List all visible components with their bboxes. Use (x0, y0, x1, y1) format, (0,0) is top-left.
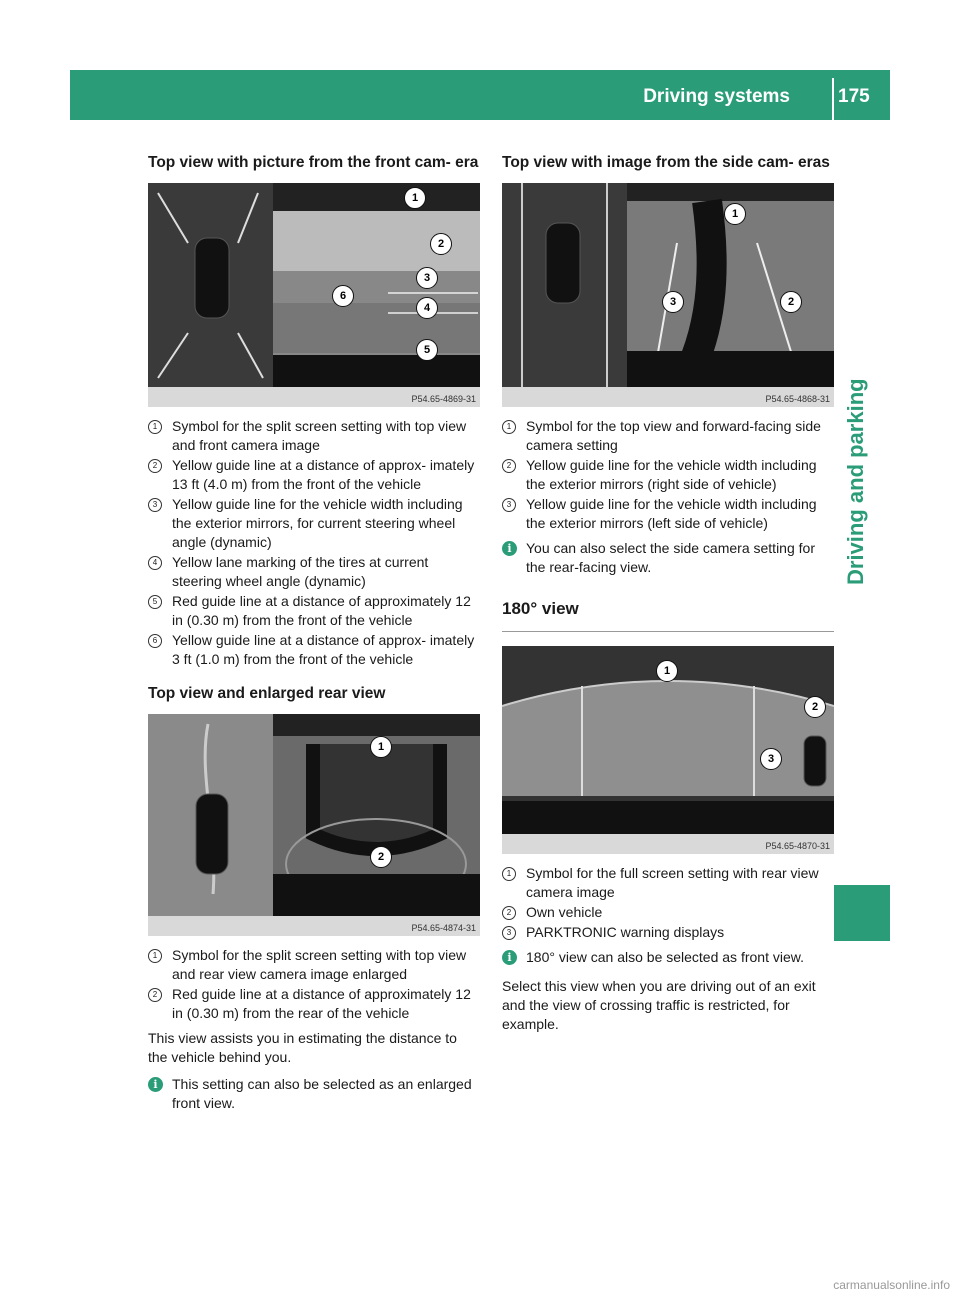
callout-2: 2 (804, 696, 826, 718)
side-tab-label: Driving and parking (843, 378, 868, 585)
callout-2: 2 (370, 846, 392, 868)
info-icon: i (148, 1077, 163, 1092)
info-icon: i (502, 541, 517, 556)
rear-view-illustration (148, 714, 480, 936)
front-camera-illustration (148, 183, 480, 407)
callout-5: 5 (416, 339, 438, 361)
info-note: i You can also select the side camera setting for the rear-facing view. (502, 539, 834, 577)
list-item: 3 PARKTRONIC warning displays (502, 923, 834, 942)
figure-code: P54.65-4870-31 (765, 841, 830, 851)
side-camera-legend (502, 417, 834, 533)
view-180-figure (502, 646, 834, 854)
callout-1: 1 (656, 660, 678, 682)
info-icon: i (502, 950, 517, 965)
section-title-180-view: 180° view (502, 599, 579, 618)
list-item: 4 Yellow lane marking of the tires at current steering wheel angle (dynamic) (148, 553, 480, 591)
right-column (502, 152, 834, 1042)
watermark: carmanualsonline.info (833, 1278, 950, 1292)
section-divider (502, 631, 834, 632)
header-divider (832, 78, 834, 120)
callout-4: 4 (416, 297, 438, 319)
callout-2: 2 (780, 291, 802, 313)
figure-code: P54.65-4869-31 (411, 394, 476, 404)
rear-view-figure (148, 714, 480, 936)
callout-2: 2 (430, 233, 452, 255)
list-item: 3 Yellow guide line for the vehicle width including the exterior mirrors (left side of vehicle) (502, 495, 834, 533)
section-title-front-camera: Top view with picture from the front cam- era (148, 154, 479, 171)
list-item: 2 Yellow guide line at a distance of approx- imately 13 ft (4.0 m) from the front of the vehicle (148, 456, 480, 494)
figure-caption-bar (148, 387, 480, 407)
side-tab-marker (834, 885, 890, 941)
page-number: 175 (838, 86, 870, 107)
list-item: 1 Symbol for the top view and forward-facing side camera setting (502, 417, 834, 455)
list-item: 1 Symbol for the split screen setting with top view and rear view camera image enlarged (148, 946, 480, 984)
list-item: 1 Symbol for the split screen setting with top view and front camera image (148, 417, 480, 455)
info-note: i 180° view can also be selected as front view. (502, 948, 834, 967)
callout-6: 6 (332, 285, 354, 307)
list-item: 3 Yellow guide line for the vehicle width including the exterior mirrors, for current steering wheel angle (dynamic) (148, 495, 480, 552)
callout-1: 1 (370, 736, 392, 758)
figure-code: P54.65-4868-31 (765, 394, 830, 404)
chapter-title: Driving systems (643, 86, 790, 107)
body-text: This view assists you in estimating the distance to the vehicle behind you. (148, 1030, 457, 1065)
left-column (148, 152, 480, 1123)
section-title-side-cameras: Top view with image from the side cam- eras (502, 154, 830, 171)
callout-3: 3 (662, 291, 684, 313)
side-camera-figure (502, 183, 834, 407)
rear-view-legend (148, 946, 480, 1023)
list-item: 5 Red guide line at a distance of approximately 12 in (0.30 m) from the front of the vehicle (148, 592, 480, 630)
list-item: 2 Yellow guide line for the vehicle width including the exterior mirrors (right side of vehicle) (502, 456, 834, 494)
list-item: 1 Symbol for the full screen setting with rear view camera image (502, 864, 834, 902)
callout-3: 3 (760, 748, 782, 770)
front-camera-legend (148, 417, 480, 669)
body-text: Select this view when you are driving out of an exit and the view of crossing traffic is restricted, for example. (502, 978, 816, 1032)
figure-caption-bar (502, 387, 834, 407)
front-camera-figure (148, 183, 480, 407)
figure-caption-bar (502, 834, 834, 854)
figure-caption-bar (148, 916, 480, 936)
view-180-legend (502, 864, 834, 942)
info-note: i This setting can also be selected as an enlarged front view. (148, 1075, 480, 1113)
figure-code: P54.65-4874-31 (411, 923, 476, 933)
section-title-rear-view: Top view and enlarged rear view (148, 685, 386, 702)
callout-3: 3 (416, 267, 438, 289)
callout-1: 1 (724, 203, 746, 225)
list-item: 2 Own vehicle (502, 903, 834, 922)
callout-1: 1 (404, 187, 426, 209)
page-header (70, 70, 890, 120)
list-item: 6 Yellow guide line at a distance of approx- imately 3 ft (1.0 m) from the front of the vehicle (148, 631, 480, 669)
list-item: 2 Red guide line at a distance of approximately 12 in (0.30 m) from the rear of the vehicle (148, 985, 480, 1023)
